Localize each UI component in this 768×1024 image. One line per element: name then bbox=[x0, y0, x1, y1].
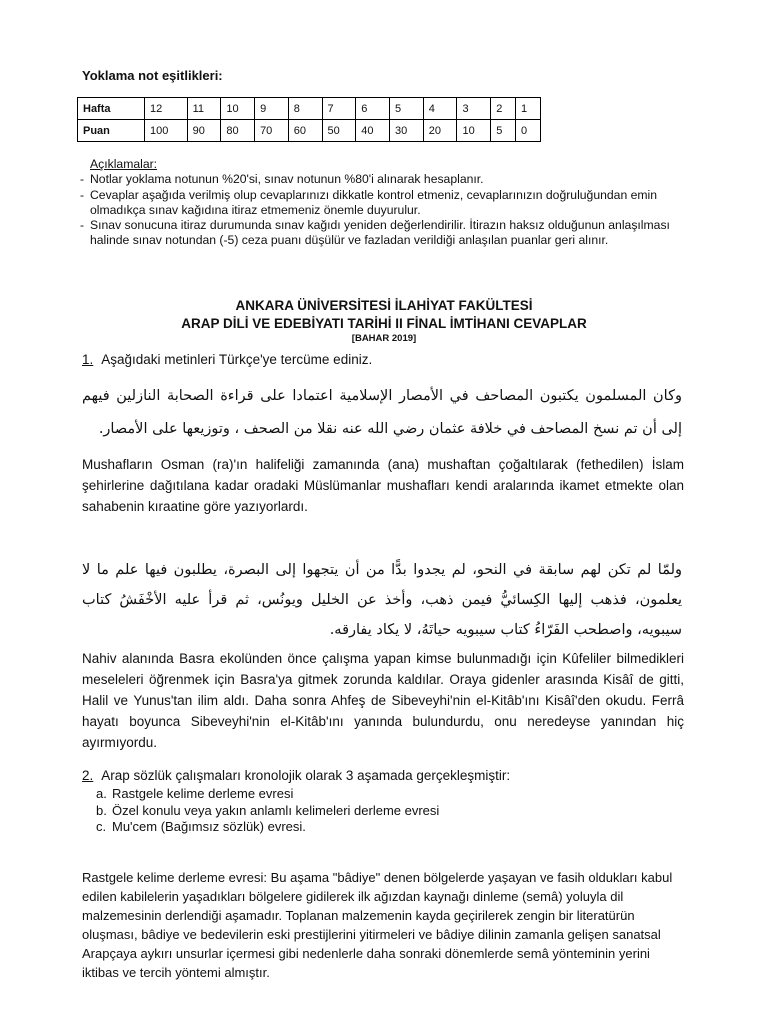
table-cell: 40 bbox=[356, 120, 390, 142]
list-item: - Sınav sonucuna itiraz durumunda sınav kağıdı yeniden değerlendirilir. İtirazın haksız olduğunun anlaşılması halinde sınav notundan (-5) ceza puanı düşülür ve fazladan verildiği anlaşılan puanlar geri alınır. bbox=[80, 218, 700, 249]
table-cell: 50 bbox=[322, 120, 356, 142]
table-cell: 0 bbox=[516, 120, 541, 142]
list-item: - Notlar yoklama notunun %20'si, sınav notunun %80'i alınarak hesaplanır. bbox=[80, 172, 700, 187]
question-prompt: Aşağıdaki metinleri Türkçe'ye tercüme ediniz. bbox=[101, 352, 373, 367]
option-letter: c. bbox=[96, 819, 107, 834]
table-cell: 10 bbox=[221, 98, 255, 120]
option-text: Mu'cem (Bağımsız sözlük) evresi. bbox=[112, 819, 306, 834]
table-cell: 80 bbox=[221, 120, 255, 142]
notes-section bbox=[80, 157, 700, 249]
list-item bbox=[96, 786, 439, 803]
table-cell: 9 bbox=[255, 98, 289, 120]
exam-title: ARAP DİLİ VE EDEBİYATI TARİHİ II FİNAL İMTİHANI CEVAPLAR bbox=[181, 316, 587, 331]
university-heading: ANKARA ÜNİVERSİTESİ İLAHİYAT FAKÜLTESİ bbox=[235, 298, 533, 313]
attendance-table bbox=[77, 97, 541, 142]
table-cell: 6 bbox=[356, 98, 390, 120]
table-cell: 3 bbox=[457, 98, 491, 120]
table-cell: 90 bbox=[187, 120, 221, 142]
table-cell: 20 bbox=[423, 120, 457, 142]
table-cell: 5 bbox=[491, 120, 516, 142]
option-letter: b. bbox=[96, 802, 107, 818]
option-text: Özel konulu veya yakın anlamlı kelimeleri derleme evresi bbox=[112, 802, 440, 818]
question-number: 2. bbox=[82, 768, 94, 783]
row-label: Hafta bbox=[78, 98, 145, 120]
table-cell: 70 bbox=[255, 120, 289, 142]
table-cell: 11 bbox=[187, 98, 221, 120]
table-cell: 12 bbox=[145, 98, 188, 120]
answer-paragraph: Rastgele kelime derleme evresi: Bu aşama "bâdiye" denen bölgelerde yaşayan ve fasih oldukları kabul edilen kabilelerin yaşadıkları bölgelere gidilerek ilk ağızdan kaynağı dinleme (semâ) yoluyla dil malzemesinin derlendiği aşamadır. Toplanan malzemenin kayda geçirilerek zengin bir literatürün oluşması, bâdiye ve bedevilerin eski prestijlerini yitirmeleri ve bâdiye dilinin zamanla gelişen sanatsal Arapçaya aykırı unsurlar içermesi gibi nedenlerle daha sonraki dönemlerde semâ yönteminin yerini iktibas ve tercih yöntemi almıştır. bbox=[82, 870, 673, 980]
attendance-title: Yoklama not eşitlikleri: bbox=[82, 68, 223, 83]
exam-term: [BAHAR 2019] bbox=[351, 333, 417, 344]
option-letter: a. bbox=[96, 786, 107, 801]
table-cell: 30 bbox=[390, 120, 424, 142]
table-cell: 1 bbox=[516, 98, 541, 120]
translation-1: Mushafların Osman (ra)'ın halifeliği zamanında (ana) mushaftan çoğaltılarak (fethedilen) İslam şehirlerine dağıtılana kadar oradaki Müslümanlar mushafları kendi aralarında ikamet etmekte olan sahabenin kıraatine göre yazıyorlardı. bbox=[82, 457, 684, 514]
table-cell: 60 bbox=[288, 120, 322, 142]
row-label: Puan bbox=[78, 120, 145, 142]
list-item: - Cevaplar aşağıda verilmiş olup cevaplarınızı dikkatle kontrol etmeniz, cevaplarınızın doğruluğundan emin olmadıkça sınav kağıdına itiraz etmemeniz önemle duyurulur. bbox=[80, 188, 700, 219]
list-item bbox=[96, 819, 439, 836]
table-cell: 10 bbox=[457, 120, 491, 142]
translation-2: Nahiv alanında Basra ekolünden önce çalışma yapan kimse bulunmadığı için Kûfeliler bilmedikleri meseleleri öğrenmek için Basra'ya gitmek zorunda kaldılar. Oraya gidenler arasında Kisâî de gitti, Halil ve Yunus'tan ilim aldı. Daha sonra Ahfeş de Sibeveyhi'nin el-Kitâb'ını Kisâî'den okudu. Ferrâ hayatı boyunca Sibeveyhi'nin el-Kitâb'ını yanında bulundurdu, onu neredeyse yanından hiç ayırmıyordu. bbox=[82, 651, 684, 750]
notes-list bbox=[80, 172, 700, 248]
table-cell: 8 bbox=[288, 98, 322, 120]
question-2 bbox=[82, 768, 510, 783]
table-cell: 100 bbox=[145, 120, 188, 142]
table-cell: 7 bbox=[322, 98, 356, 120]
table-cell: 2 bbox=[491, 98, 516, 120]
table-cell: 4 bbox=[423, 98, 457, 120]
question-number: 1. bbox=[82, 352, 94, 367]
table-cell: 5 bbox=[390, 98, 424, 120]
question-1 bbox=[82, 352, 372, 367]
notes-heading: Açıklamalar: bbox=[90, 157, 158, 171]
table-row-week bbox=[78, 98, 541, 120]
options-list bbox=[96, 786, 439, 836]
arabic-text-2: ولمّا لم تكن لهم سابقة في النحو، لم يجدوا بدًّا من أن يتجهوا إلى البصرة، يطلبون فيها علم ما لا يعلمون، فذهب إليها الكِسائيُّ فيمن ذهب، وأخذ عن الخليل ويونُس، ثم قرأ عليه الأخْفَشُ كتاب سيبويه، واصطحب الفَرّاءُ كتاب سيبويه حياتَهُ، لا يكاد يفارقه. bbox=[82, 562, 682, 638]
table-row-score bbox=[78, 120, 541, 142]
option-text: Rastgele kelime derleme evresi bbox=[112, 786, 294, 801]
question-prompt: Arap sözlük çalışmaları kronolojik olarak 3 aşamada gerçekleşmiştir: bbox=[101, 768, 511, 783]
arabic-text-1: وكان المسلمون يكتبون المصاحف في الأمصار الإسلامية اعتمادا على قراءة الصحابة النازلين فيهم إلى أن تم نسخ المصاحف في خلافة عثمان رضي الله عنه نقلا من الصحف ، وتوزيعها على الأمصار. bbox=[82, 388, 682, 437]
list-item bbox=[96, 803, 439, 820]
